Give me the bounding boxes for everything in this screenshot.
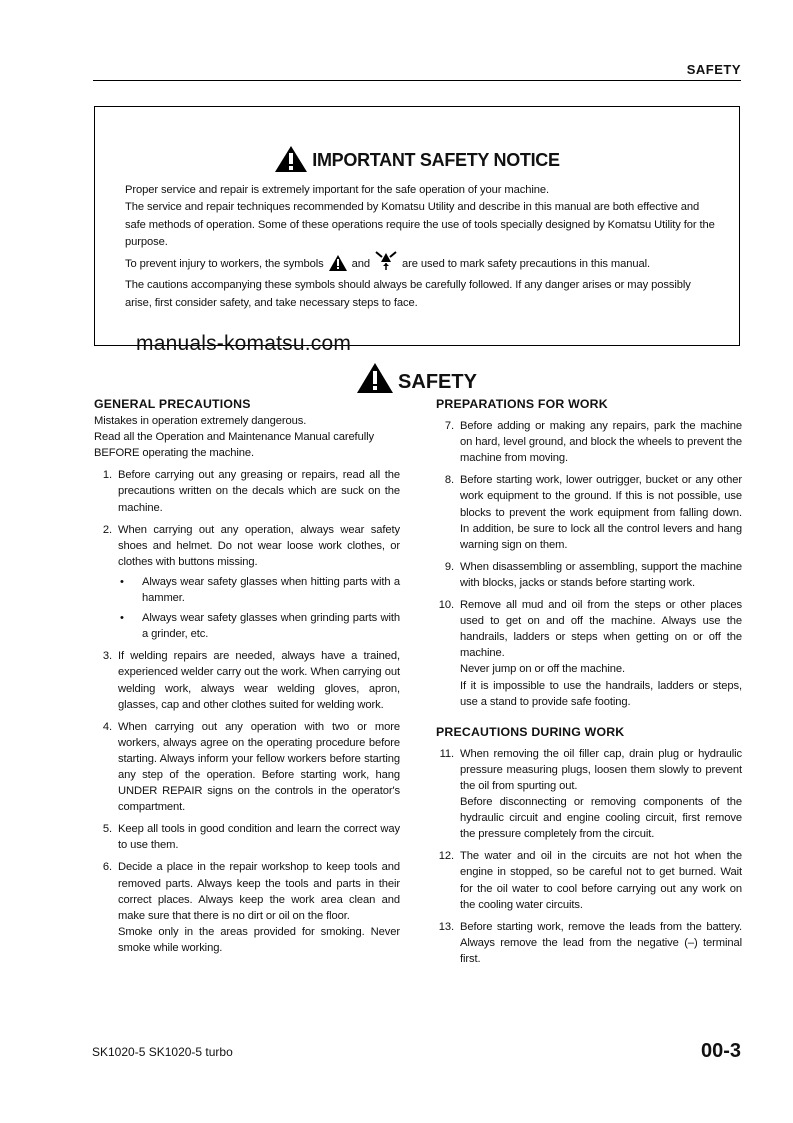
notice-closing: The cautions accompanying these symbols should always be carefully followed. If any danger arises or may possibly arise, first consider safety, and take necessary steps to face. [125, 279, 691, 309]
list-item: 3. If welding repairs are needed, always have a trained, experienced welder carry out the work. When carrying out welding work, always wear welding gloves, apron, glasses, cap and other clothes suited for welding work. [102, 650, 400, 711]
list-item: 2. When carrying out any operation, always wear safety shoes and helmet. Do not wear loose work clothes, or clothes with buttons missing. • Always wear safety glasses when hitting parts with a hammer. • Always wear safety glasses when grinding parts with a grinder, etc. [94, 522, 400, 643]
list-item: 8. Before starting work, lower outrigger, bucket or any other work equipment to the ground. If this is not possible, use blocks to prevent the work equipment from falling down. In addition, be sure to lock all the control levers and hang warning sign on them. [444, 474, 742, 551]
list-item: 10. Remove all mud and oil from the steps or other places used to get on and off the machine. Always use the handrails, ladders or steps when getting on or off the machine. Never jump on or off the machine. If it is impossible to use the handrails, ladders or steps, use a stand to provide safe footing. [438, 599, 742, 708]
notice-body [125, 182, 715, 312]
notice-paragraph: The service and repair techniques recommended by Komatsu Utility and describe in this manual are both effective and safe methods of operation. Some of these operations require the use of tools specially designed by Komatsu Utility for the purpose. [125, 201, 715, 248]
important-safety-notice-box [94, 106, 740, 346]
header-section-title: SAFETY [686, 62, 741, 77]
list-item: 7. Before adding or making any repairs, park the machine on hard, level ground, and block the wheels to prevent the machine from moving. [444, 420, 742, 465]
notice-symbols-sentence: To prevent injury to workers, the symbols and are used to mark safety precautions in this manual. [125, 251, 715, 277]
preparations-title: PREPARATIONS FOR WORK [436, 397, 608, 411]
bullet-item: • Always wear safety glasses when hitting parts with a hammer. [118, 574, 400, 606]
footer-model: SK1020-5 SK1020-5 turbo [92, 1045, 233, 1059]
caution-pointer-icon [375, 251, 397, 277]
list-item: 9. When disassembling or assembling, support the machine with blocks, jacks or stands before starting work. [444, 560, 742, 589]
bullet-icon: • [120, 612, 124, 625]
list-item: 12. The water and oil in the circuits are not hot when the engine in stopped, so be careful not to get burned. Wait for the oil water to cool before carrying out any work on the cooling water circuits. [438, 850, 742, 911]
list-item: 6. Decide a place in the repair workshop to keep tools and removed parts. Always keep the tools and parts in their correct places. Always keep the work area clean and make sure that there is no dirt or oil on the floor. Smoke only in the areas provided for smoking. Never smoke while working. [102, 861, 400, 954]
left-column [94, 396, 400, 956]
list-item: 13. Before starting work, remove the leads from the battery. Always remove the lead from the negative (–) terminal first. [438, 920, 742, 965]
safety-heading-text: SAFETY [398, 371, 477, 393]
bullet-item: • Always wear safety glasses when grinding parts with a grinder, etc. [118, 610, 400, 642]
list-item: 5. Keep all tools in good condition and learn the correct way to use them. [102, 823, 400, 852]
list-item: 4. When carrying out any operation with two or more workers, always agree on the operating procedure before starting. Always inform your fellow workers before starting any step of the operation. Before starting work, hang UNDER REPAIR signs on the controls in the operator's compartment. [102, 720, 400, 814]
notice-title-text: IMPORTANT SAFETY NOTICE [312, 150, 560, 170]
general-precautions-title: GENERAL PRECAUTIONS [94, 397, 251, 411]
notice-title [95, 145, 739, 178]
right-column [436, 396, 742, 967]
warning-triangle-icon [274, 145, 308, 178]
warning-triangle-icon [356, 362, 394, 400]
general-intro: Mistakes in operation extremely dangerous. Read all the Operation and Maintenance Manual carefully BEFORE operating the machine. [94, 415, 374, 460]
header-rule [93, 80, 741, 81]
list-item: 1. Before carrying out any greasing or repairs, read all the precautions written on the decals which are suck on the machine. [102, 469, 400, 514]
list-item: 11. When removing the oil filler cap, drain plug or hydraulic pressure measuring plugs, loosen them slowly to prevent the oil from spurting out. Before disconnecting or removing components of the hydraulic circuit and engine cooling circuit, first remove the pressure completely from the circuit. [439, 747, 742, 841]
footer-page-number: 00-3 [700, 1040, 741, 1062]
notice-paragraph: Proper service and repair is extremely important for the safe operation of your machine. [125, 184, 549, 196]
safety-heading [0, 362, 793, 400]
bullet-icon: • [120, 575, 124, 588]
watermark: manuals-komatsu.com [136, 332, 352, 355]
during-work-title: PRECAUTIONS DURING WORK [436, 724, 625, 739]
warning-triangle-icon [329, 255, 347, 277]
